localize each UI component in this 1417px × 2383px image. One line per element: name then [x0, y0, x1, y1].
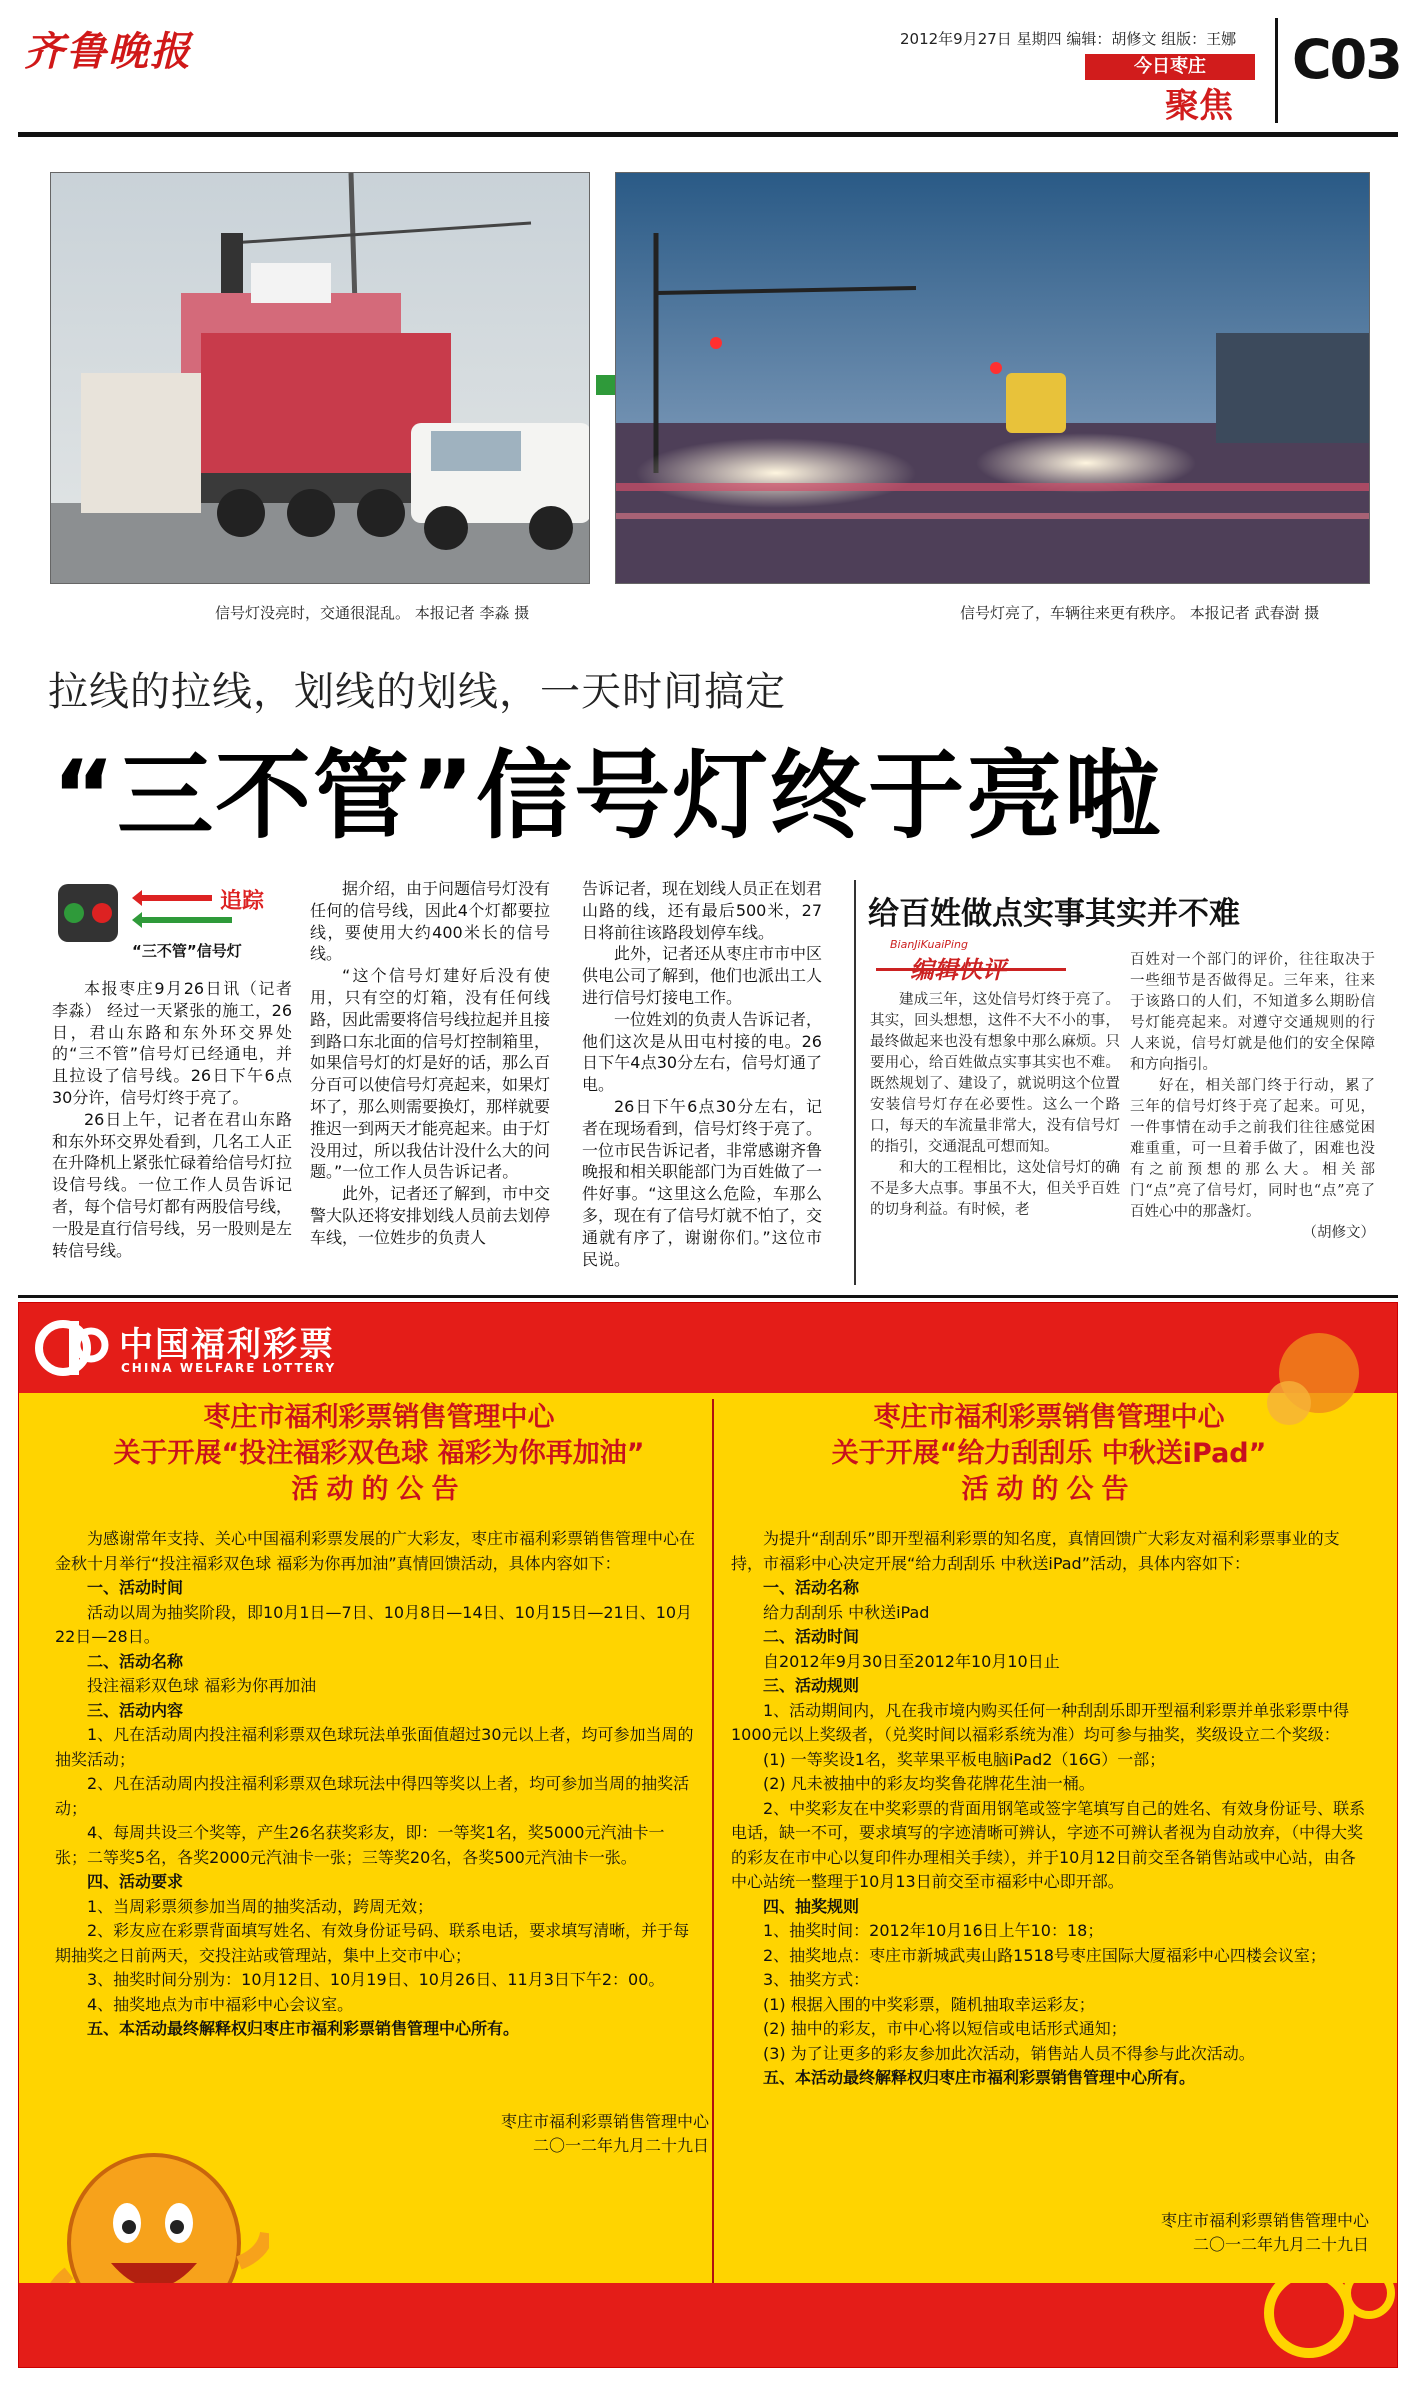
lottery-name-en: CHINA WELFARE LOTTERY — [121, 1361, 337, 1375]
notice-line: (1) 根据入围的中奖彩票，随机抽取幸运彩友； — [763, 1994, 1095, 2014]
notice-line: 2、抽奖地点：枣庄市新城武夷山路1518号枣庄国际大厦福彩中心四楼会议室； — [763, 1945, 1326, 1965]
right-notice-title-1: 枣庄市福利彩票销售管理中心 — [873, 1402, 1225, 1433]
notice-line: 给力刮刮乐 中秋送iPad — [763, 1602, 930, 1622]
notice-line: 4、抽奖地点为市中福彩中心会议室。 — [87, 1994, 354, 2014]
notice-section-heading: 二、活动名称 — [87, 1651, 184, 1671]
notice-line: 为提升“刮刮乐”即开型福利彩票的知名度，真情回馈广大彩友对福利彩票事业的支持，市福彩中心决定开展“给力刮刮乐 中秋送iPad”活动，具体内容如下： — [731, 1529, 1340, 1573]
notice-line: 1、凡在活动周内投注福利彩票双色球玩法单张面值超过30元以上者，均可参加当周的抽奖活动； — [55, 1725, 694, 1769]
paragraph: 告诉记者，现在划线人员正在划君山路的线，还有最后500米，27日将前往该路段划停车线。 — [582, 879, 823, 942]
date-line: 2012年9月27日 星期四 编辑：胡修文 组版：王娜 — [900, 30, 1237, 48]
notice-line: (3) 为了让更多的彩友参加此次活动，销售站人员不得参与此次活动。 — [763, 2043, 1255, 2063]
notice-section-heading: 五、本活动最终解释权归枣庄市福利彩票销售管理中心所有。 — [87, 2019, 520, 2038]
notice-line: (1) 一等奖设1名，奖苹果平板电脑iPad2（16G）一部； — [763, 1749, 1166, 1769]
article-kicker: 拉线的拉线，划线的划线，一天时间搞定 — [48, 669, 786, 715]
notice-section-heading: 三、活动内容 — [87, 1700, 184, 1720]
left-notice-title-2: 关于开展“投注福彩双色球 福彩为你再加油” — [113, 1438, 645, 1469]
sign-date: 二〇一二年九月二十九日 — [1192, 2235, 1369, 2254]
badge-text: 编辑快评 — [910, 956, 1006, 984]
circle-decoration-icon — [1239, 2253, 1398, 2363]
paragraph: “这个信号灯建好后没有使用，只有空的灯箱，没有任何线路，因此需要将信号线拉起并且接到路口东北面的信号灯控制箱里，如果信号灯的灯是好的话，那么百分百可以使信号灯亮起来，如果灯坏了，那么则需要换灯，那样就要推迟一到两天才能亮起来。由于灯没用过，所以我估计没什么大的问题。”一位工作人员告诉记者。 — [310, 966, 551, 1182]
left-notice-title-1: 枣庄市福利彩票销售管理中心 — [203, 1402, 555, 1433]
notice-section-heading: 五、本活动最终解释权归枣庄市福利彩票销售管理中心所有。 — [763, 2068, 1196, 2087]
editorial-column-1 — [870, 990, 1120, 1221]
right-notice-signature — [969, 2209, 1369, 2257]
paragraph: 据介绍，由于问题信号灯没有任何的信号线，因此4个灯都要拉线，要使用大约400米长的信号线。 — [310, 879, 551, 964]
sign-date: 二〇一二年九月二十九日 — [532, 2136, 709, 2155]
ad-divider — [712, 1399, 714, 2299]
badge-pinyin: BianJiKuaiPing — [890, 938, 968, 951]
notice-section-heading: 四、抽奖规则 — [763, 1896, 860, 1916]
paragraph: 本报枣庄9月26日讯（记者 李淼） 经过一天紧张的施工，26日，君山东路和东外环交界处的“三不管”信号灯已经通电，并且拉设了信号线。26日下午6点30分许，信号灯终于亮了。 — [52, 979, 292, 1107]
photo-caption-2: 信号灯亮了，车辆往来更有秩序。 本报记者 武春澍 摄 — [960, 604, 1320, 622]
article-rule — [18, 1295, 1398, 1298]
paragraph: 一位姓刘的负责人告诉记者，他们这次是从田屯村接的电。26日下午4点30分左右，信号灯通了电。 — [582, 1009, 823, 1095]
notice-line: (2) 抽中的彩友，市中心将以短信或电话形式通知； — [763, 2019, 1127, 2038]
paragraph: 建成三年，这处信号灯终于亮了。其实，回头想想，这件不大不小的事，最终做起来也没有想象中那么麻烦。只要用心，给百姓做点实事其实也不难。既然规划了、建设了，就说明这个位置安装信号灯存在必要性。这么一个路口，每天的车流量非常大，没有信号灯的指引，交通混乱可想而知。 — [870, 992, 1120, 1155]
sign-org: 枣庄市福利彩票销售管理中心 — [1160, 2211, 1369, 2230]
right-notice-title-3: 活动的公告 — [961, 1474, 1137, 1505]
notice-line: 3、抽奖方式： — [763, 1970, 870, 1989]
tag-label: “三不管”信号灯 — [132, 942, 242, 960]
track-label: 追踪 — [220, 889, 265, 914]
left-notice-signature — [309, 2110, 709, 2158]
notice-section-heading: 一、活动时间 — [87, 1578, 184, 1597]
photo-traffic-order — [615, 172, 1370, 584]
ad-header-band — [19, 1303, 1398, 1393]
paragraph: 好在，相关部门终于行动，累了三年的信号灯终于亮了起来。可见，一件事情在动手之前我们往往感觉困难重重，可一旦着手做了，困难也没有之前预想的那么大。相关部门“点”亮了信号灯，同时也“点”亮了百姓心中的那盏灯。 — [1130, 1078, 1375, 1220]
editorial-badge — [870, 938, 1080, 988]
header-rule — [18, 132, 1398, 137]
notice-line: 自2012年9月30日至2012年10月10日止 — [763, 1651, 1060, 1671]
article-column-2 — [310, 878, 550, 1249]
paragraph: 和大的工程相比，这处信号灯的确不是多大点事。事虽不大，但关乎百姓的切身利益。有时候，老 — [870, 1160, 1120, 1218]
notice-line: 2、凡在活动周内投注福利彩票双色球玩法中得四等奖以上者，均可参加当周的抽奖活动； — [55, 1774, 690, 1818]
lottery-advertisement — [18, 1302, 1398, 2368]
notice-line: 3、抽奖时间分别为：10月12日、10月19日、10月26日、11月3日下午2：00。 — [87, 1970, 665, 1989]
notice-section-heading: 三、活动规则 — [763, 1676, 860, 1695]
sign-org: 枣庄市福利彩票销售管理中心 — [500, 2112, 709, 2131]
left-notice-body — [55, 1527, 695, 2042]
right-notice-title-2: 关于开展“给力刮刮乐 中秋送iPad” — [831, 1438, 1267, 1469]
paragraph: 此外，记者还了解到，市中交警大队还将安排划线人员前去划停车线，一位姓步的负责人 — [310, 1184, 551, 1247]
article-headline: “三不管”信号灯终于亮啦 — [52, 740, 1163, 852]
welfare-lottery-logo-icon — [35, 1315, 113, 1381]
paragraph: 此外，记者还从枣庄市市中区供电公司了解到，他们也派出工人进行信号灯接电工作。 — [582, 944, 823, 1007]
paragraph: 26日下午6点30分左右，记者在现场看到，信号灯终于亮了。一位市民告诉记者，非常感谢齐鲁晚报和相关职能部门为百姓做了一件好事。“这里这么危险，车那么多，现在有了信号灯就不怕了，交通就有序了，谢谢你们。”这位市民说。 — [582, 1096, 823, 1269]
section-tag: 今日枣庄 — [1085, 54, 1255, 80]
ad-footer-band — [19, 2283, 1398, 2368]
notice-section-heading: 一、活动名称 — [763, 1578, 860, 1597]
editorial-byline: （胡修文） — [1302, 1225, 1375, 1241]
photo-caption-1: 信号灯没亮时，交通很混乱。 本报记者 李淼 摄 — [215, 604, 530, 622]
article-column-1 — [52, 978, 292, 1261]
notice-line: 1、活动期间内，凡在我市境内购买任何一种刮刮乐即开型福利彩票并单张彩票中得1000元以上奖级者，（兑奖时间以福彩系统为准）均可参与抽奖，奖级设立二个奖级： — [731, 1700, 1350, 1744]
notice-line: 1、当周彩票须参加当周的抽奖活动，跨周无效； — [87, 1896, 434, 1916]
left-notice-title-3: 活动的公告 — [291, 1474, 467, 1505]
photo-traffic-chaos — [50, 172, 590, 584]
notice-line: (2) 凡未被抽中的彩友均奖鲁花牌花生油一桶。 — [763, 1774, 1095, 1793]
track-tag — [52, 880, 292, 968]
editorial-title: 给百姓做点实事其实并不难 — [868, 896, 1240, 932]
notice-line: 4、每周共设三个奖等，产生26名获奖彩友，即：一等奖1名，奖5000元汽油卡一张；二等奖5名，各奖2000元汽油卡一张；三等奖20名，各奖500元汽油卡一张。 — [55, 1823, 665, 1867]
header-divider — [1275, 18, 1278, 123]
article-column-3 — [582, 878, 822, 1270]
page-number: C03 — [1292, 28, 1401, 91]
notice-line: 投注福彩双色球 福彩为你再加油 — [87, 1676, 317, 1695]
notice-line: 1、抽奖时间：2012年10月16日上午10：18； — [763, 1921, 1104, 1940]
section-title: 聚焦 — [1165, 86, 1233, 126]
editorial-divider — [854, 880, 856, 1285]
lottery-name-cn: 中国福利彩票 — [119, 1325, 335, 1365]
paragraph: 26日上午，记者在君山东路和东外环交界处看到，几名工人正在升降机上紧张忙碌着给信号灯拉设信号线。一位工作人员告诉记者，每个信号灯都有两股信号线，一股是直行信号线，另一股则是左转信号线。 — [52, 1109, 293, 1260]
notice-line: 活动以周为抽奖阶段，即10月1日—7日、10月8日—14日、10月15日—21日、10月22日—28日。 — [55, 1602, 693, 1646]
notice-section-heading: 二、活动时间 — [763, 1627, 860, 1646]
notice-line: 2、中奖彩友在中奖彩票的背面用钢笔或签字笔填写自己的姓名、有效身份证号、联系电话，缺一不可，要求填写的字迹清晰可辨认，字迹不可辨认者视为自动放弃，（中得大奖的彩友在市中心以复印件办理相关手续），并于10月12日前交至各销售站或中心站，由各中心站统一整理于10月13日前交至市福彩中心即开部。 — [731, 1798, 1366, 1891]
paragraph: 百姓对一个部门的评价，往往取决于一些细节是否做得足。三年来，往来于该路口的人们，不知道多么期盼信号灯能亮起来。对遵守交通规则的行人来说，信号灯就是他们的安全保障和方向指引。 — [1130, 952, 1375, 1073]
notice-line: 2、彩友应在彩票背面填写姓名、有效身份证号码、联系电话，要求填写清晰，并于每期抽奖之日前两天，交投注站或管理站，集中上交市中心； — [55, 1921, 690, 1965]
notice-section-heading: 四、活动要求 — [87, 1872, 184, 1891]
editorial-column-2 — [1130, 950, 1375, 1244]
notice-line: 为感谢常年支持、关心中国福利彩票发展的广大彩友，枣庄市福利彩票销售管理中心在金秋十月举行“投注福彩双色球 福彩为你再加油”真情回馈活动，具体内容如下： — [55, 1529, 696, 1573]
right-notice-body — [731, 1527, 1371, 2091]
newspaper-logo: 齐鲁晚报 — [24, 28, 192, 75]
